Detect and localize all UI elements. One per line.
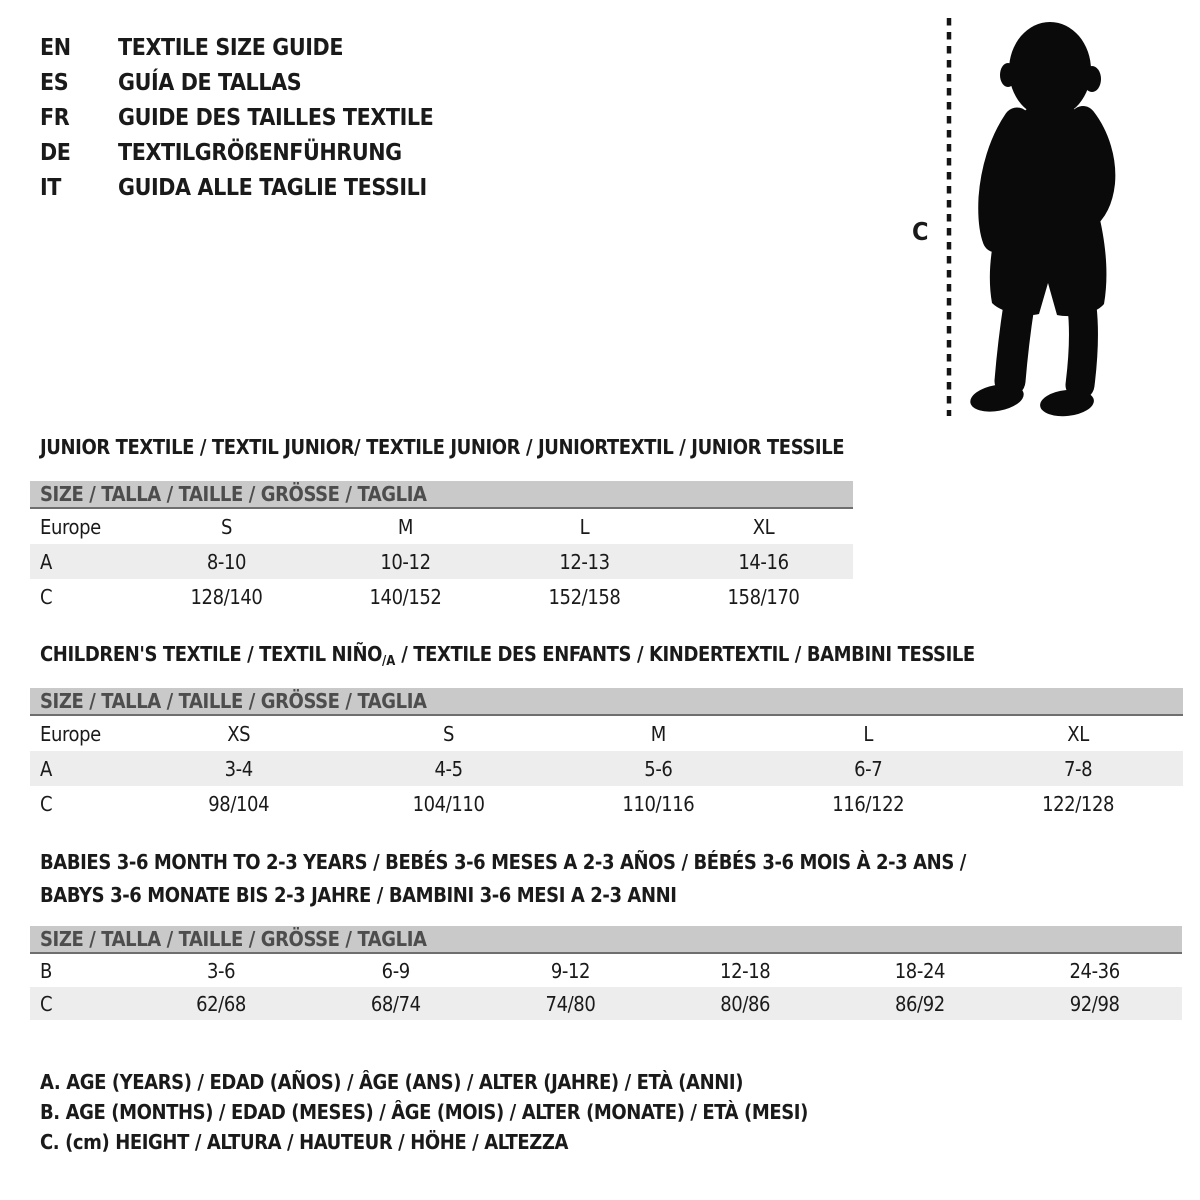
language-code: ES [40,69,69,96]
cell: 116/122 [832,791,905,816]
size-header-bar [30,481,853,509]
table-row [30,786,1183,821]
language-code: DE [40,139,71,166]
table-row [30,751,1183,786]
cell: 140/152 [369,584,442,609]
cell: S [220,514,232,539]
section-heading-junior: JUNIOR TEXTILE / TEXTIL JUNIOR/ TEXTILE JUNIOR / JUNIORTEXTIL / JUNIOR TESSILE [40,435,845,459]
size-header-bar [30,926,1182,954]
cell: 3-4 [224,756,253,781]
cell: 7-8 [1063,756,1093,781]
table-row [30,544,853,579]
language-row [40,135,433,170]
cell: 6-7 [854,756,883,781]
cell: 6-9 [381,958,410,983]
cell: 158/170 [727,584,800,609]
babies-size-table [30,926,1182,1020]
heading-text: CHILDREN'S TEXTILE / TEXTIL NIÑO [40,642,382,666]
language-code: FR [40,104,70,131]
size-header-label: SIZE / TALLA / TAILLE / GRÖSSE / TAGLIA [40,689,427,713]
section-heading-babies-line1: BABIES 3-6 MONTH TO 2-3 YEARS / BEBÉS 3-6 MESES A 2-3 AÑOS / BÉBÉS 3-6 MOIS À 2-3 ANS / [40,850,966,874]
cell: 92/98 [1069,991,1120,1016]
row-label: C [40,991,53,1016]
cell: XL [752,514,775,539]
cell: 10-12 [380,549,431,574]
cell: 80/86 [720,991,771,1016]
height-dashed-line [944,14,954,420]
size-header-label: SIZE / TALLA / TAILLE / GRÖSSE / TAGLIA [40,927,427,951]
row-label: Europe [40,514,101,539]
cell: 8-10 [206,549,247,574]
cell: 68/74 [370,991,421,1016]
table-row [30,509,853,544]
language-title-list [40,30,433,205]
heading-text: / TEXTILE DES ENFANTS / KINDERTEXTIL / BAMBINI TESSILE [395,642,975,666]
language-code: EN [40,34,71,61]
cell: 62/68 [196,991,246,1016]
heading-subscript: /A [382,654,396,669]
language-title: TEXTILGRÖßENFÜHRUNG [118,139,402,166]
cell: L [579,514,590,539]
section-heading-children [40,642,975,669]
row-label: C [40,584,53,609]
table-row [30,716,1183,751]
cell: 3-6 [206,958,236,983]
cell: XL [1067,721,1089,746]
row-label: A [40,549,52,574]
language-title: TEXTILE SIZE GUIDE [118,34,344,61]
cell: L [863,721,874,746]
cell: 110/116 [622,791,695,816]
cell: 18-24 [894,958,946,983]
size-header-label: SIZE / TALLA / TAILLE / GRÖSSE / TAGLIA [40,482,427,506]
cell: S [443,721,455,746]
language-title: GUÍA DE TALLAS [118,69,302,96]
cell: 5-6 [644,756,673,781]
height-measure-label: C [912,217,929,246]
cell: 14-16 [738,549,789,574]
language-code: IT [40,174,62,201]
row-label: B [40,958,52,983]
footnote-c: C. (cm) HEIGHT / ALTURA / HAUTEUR / HÖHE / ALTEZZA [40,1130,569,1154]
section-heading-babies-line2: BABYS 3-6 MONATE BIS 2-3 JAHRE / BAMBINI 3-6 MESI A 2-3 ANNI [40,883,677,907]
cell: 152/158 [548,584,621,609]
language-row [40,100,433,135]
cell: 24-36 [1069,958,1120,983]
cell: 86/92 [894,991,945,1016]
language-title: GUIDE DES TAILLES TEXTILE [118,104,434,131]
cell: 122/128 [1042,791,1115,816]
cell: 9-12 [550,958,591,983]
cell: 12-13 [559,549,610,574]
junior-size-table [30,481,853,614]
row-label: Europe [40,721,101,746]
cell: 98/104 [208,791,270,816]
language-row [40,170,433,205]
table-row [30,954,1182,987]
language-title: GUIDA ALLE TAGLIE TESSILI [118,174,427,201]
footnote-legend [40,1070,808,1160]
children-size-table [30,688,1183,821]
cell: 128/140 [190,584,263,609]
table-row [30,987,1182,1020]
cell: M [397,514,414,539]
language-row [40,30,433,65]
row-label: A [40,756,52,781]
cell: XS [227,721,251,746]
cell: 104/110 [412,791,485,816]
footnote-a: A. AGE (YEARS) / EDAD (AÑOS) / ÂGE (ANS) / ALTER (JAHRE) / ETÀ (ANNI) [40,1070,744,1094]
language-row [40,65,433,100]
cell: 4-5 [434,756,463,781]
footnote-b: B. AGE (MONTHS) / EDAD (MESES) / ÂGE (MOIS) / ALTER (MONATE) / ETÀ (MESI) [40,1100,808,1124]
toddler-silhouette-icon [955,13,1140,420]
cell: M [650,721,666,746]
cell: 74/80 [545,991,596,1016]
table-row [30,579,853,614]
size-header-bar [30,688,1183,716]
cell: 12-18 [720,958,771,983]
row-label: C [40,791,53,816]
